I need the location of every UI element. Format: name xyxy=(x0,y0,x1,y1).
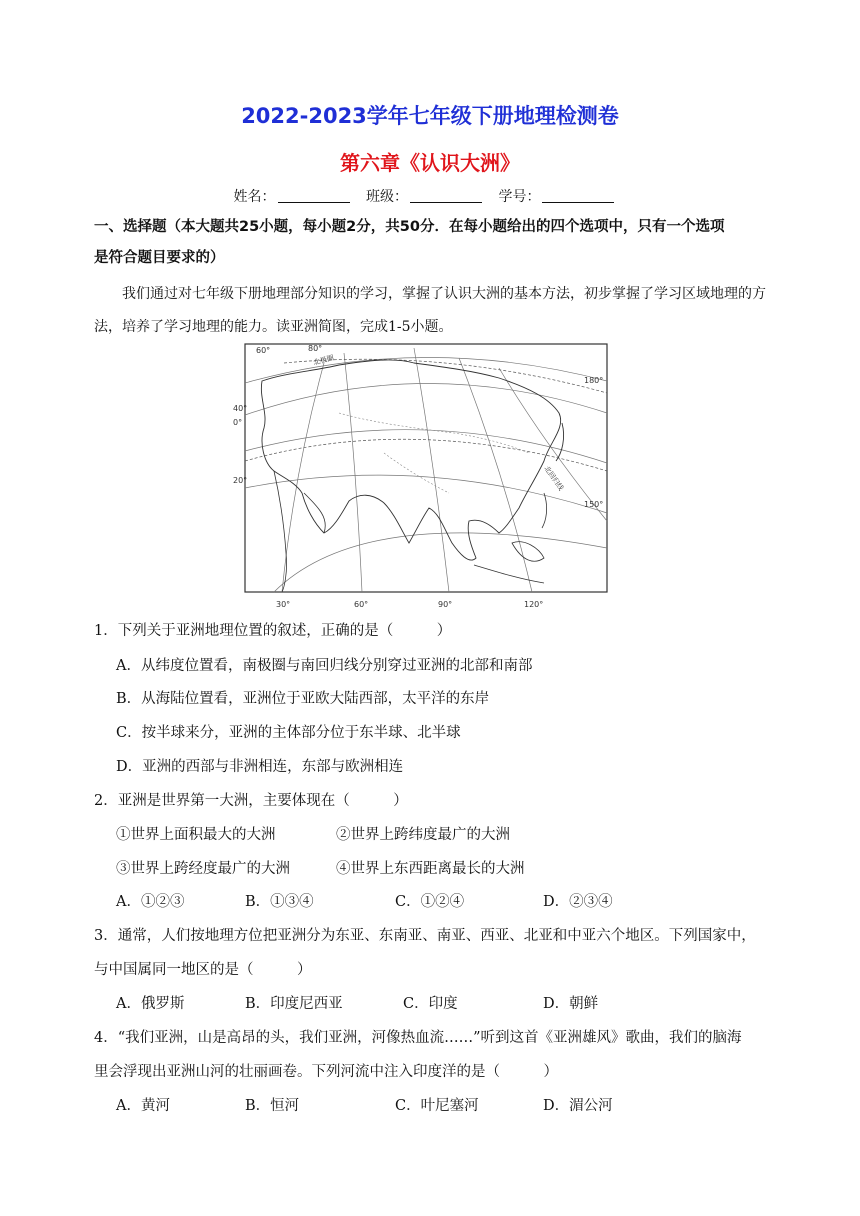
question-4-stem-line1: 4．“我们亚洲，山是高昂的头，我们亚洲，河像热血流……”听到这首《亚洲雄风》歌曲，我们的脑海 xyxy=(94,1030,742,1046)
name-label: 姓名： xyxy=(233,189,276,205)
id-label: 学号： xyxy=(498,189,541,205)
lon-label-60b: 60° xyxy=(354,600,369,609)
question-1-option-d[interactable]: D．亚洲的西部与非洲相连，东部与欧洲相连 xyxy=(116,759,404,775)
section-heading-line1: 一、选择题（本大题共25小题，每小题2分，共50分．在每小题给出的四个选项中，只有一个选项 xyxy=(94,219,725,235)
lon-label-120: 120° xyxy=(524,600,544,609)
lon-label-30: 30° xyxy=(276,600,291,609)
name-blank[interactable] xyxy=(278,188,350,203)
class-blank[interactable] xyxy=(410,188,482,203)
question-3-option-c[interactable]: C．印度 xyxy=(403,996,458,1012)
lon-label-90: 90° xyxy=(438,600,453,609)
lon-label-80: 80° xyxy=(308,344,323,353)
question-2-statement-2: ②世界上跨纬度最广的大洲 xyxy=(336,827,510,843)
question-4-option-d[interactable]: D．湄公河 xyxy=(543,1098,613,1114)
intro-paragraph: 我们通过对七年级下册地理部分知识的学习，掌握了认识大洲的基本方法，初步掌握了学习区域地理的方法，培养了学习地理的能力。读亚洲简图，完成1-5小题。 xyxy=(94,286,766,335)
tropic-label: 北回归线 xyxy=(542,464,565,493)
question-1-stem: 1．下列关于亚洲地理位置的叙述，正确的是（ ） xyxy=(94,623,452,639)
lon-label-60: 60° xyxy=(256,346,271,355)
question-2-statement-3: ③世界上跨经度最广的大洲 xyxy=(116,861,290,877)
question-1-option-c[interactable]: C．按半球来分，亚洲的主体部分位于东半球、北半球 xyxy=(116,725,461,741)
question-4-option-b[interactable]: B．恒河 xyxy=(245,1098,300,1114)
id-blank[interactable] xyxy=(542,188,614,203)
question-4-option-c[interactable]: C．叶尼塞河 xyxy=(395,1098,479,1114)
lat-label-0: 0° xyxy=(233,418,243,427)
question-2-option-d[interactable]: D．②③④ xyxy=(543,894,613,910)
question-2-option-c[interactable]: C．①②④ xyxy=(395,894,465,910)
question-2-statement-1: ①世界上面积最大的大洲 xyxy=(116,827,276,843)
class-label: 班级： xyxy=(366,189,408,205)
arctic-label: 北极圈 xyxy=(312,353,335,367)
question-2-statement-4: ④世界上东西距离最长的大洲 xyxy=(336,861,525,877)
question-4-option-a[interactable]: A．黄河 xyxy=(116,1098,170,1114)
question-1-option-b[interactable]: B．从海陆位置看，亚洲位于亚欧大陆西部，太平洋的东岸 xyxy=(116,691,490,707)
section-heading-line2: 是符合题目要求的） xyxy=(94,250,225,266)
question-3-stem-line1: 3．通常，人们按地理方位把亚洲分为东亚、东南亚、南亚、西亚、北亚和中亚六个地区。下列国家中， xyxy=(94,928,756,944)
section-heading xyxy=(94,212,784,274)
question-3-option-b[interactable]: B．印度尼西亚 xyxy=(245,996,343,1012)
question-3-stem-line2: 与中国属同一地区的是（ ） xyxy=(94,962,312,978)
question-3-option-a[interactable]: A．俄罗斯 xyxy=(116,996,185,1012)
lat-label-40: 40° xyxy=(233,404,248,413)
question-2-stem: 2．亚洲是世界第一大洲，主要体现在（ ） xyxy=(94,793,408,809)
question-3-option-d[interactable]: D．朝鲜 xyxy=(543,996,599,1012)
lon-label-180: 180° xyxy=(584,376,604,385)
question-4-stem-line2: 里会浮现出亚洲山河的壮丽画卷。下列河流中注入印度洋的是（ ） xyxy=(94,1064,558,1080)
student-info xyxy=(0,186,860,206)
chapter-title: 第六章《认识大洲》 xyxy=(340,151,520,175)
question-2-option-a[interactable]: A．①②③ xyxy=(116,894,185,910)
question-1-option-a[interactable]: A．从纬度位置看，南极圈与南回归线分别穿过亚洲的北部和南部 xyxy=(116,658,533,674)
page-title: 2022-2023学年七年级下册地理检测卷 xyxy=(241,104,619,128)
asia-map xyxy=(233,343,608,613)
lon-label-150: 150° xyxy=(584,500,604,509)
lat-label-20: 20° xyxy=(233,476,248,485)
map-frame xyxy=(245,344,607,592)
question-2-option-b[interactable]: B．①③④ xyxy=(245,894,314,910)
